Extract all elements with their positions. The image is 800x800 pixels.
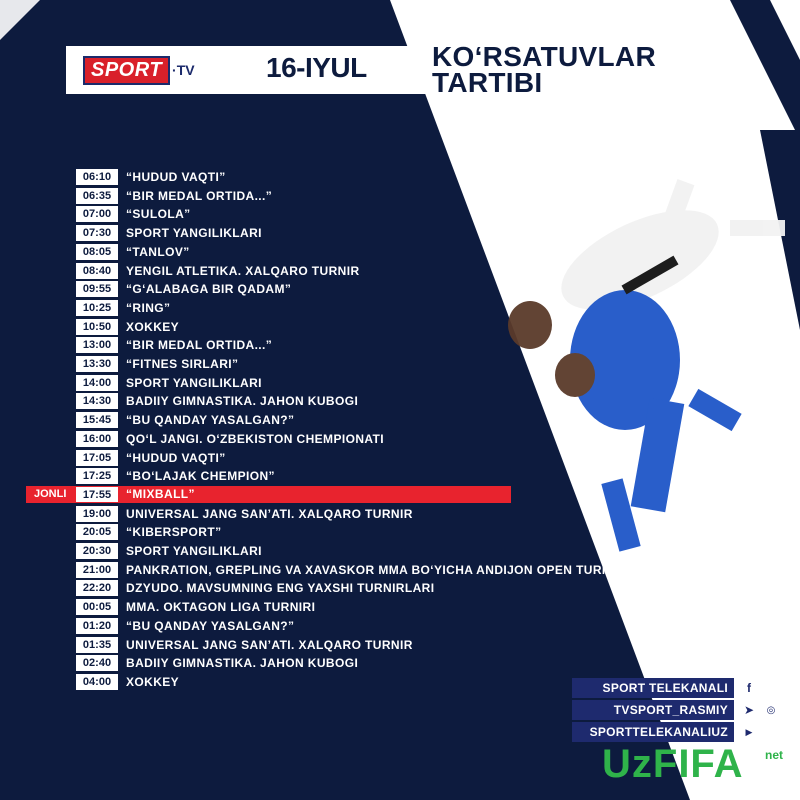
program-title: BADIIY GIMNASTIKA. JAHON KUBOGI: [126, 655, 359, 670]
time-slot: 08:40: [76, 263, 118, 279]
schedule-row: [76, 598, 315, 615]
program-title: “TANLOV”: [126, 244, 190, 259]
schedule-row: [76, 336, 272, 353]
time-slot: 21:00: [76, 562, 118, 578]
time-slot: 08:05: [76, 244, 118, 260]
program-title: “BU QANDAY YASALGAN?”: [126, 412, 295, 427]
social-telegram-label: TVSPORT_RASMIY: [613, 703, 728, 717]
social-youtube-label: SPORTTELEKANALIUZ: [589, 725, 728, 739]
time-slot: 07:30: [76, 225, 118, 241]
logo-suffix: ·TV: [172, 62, 195, 78]
schedule-row: [76, 355, 238, 372]
schedule-row: [76, 430, 384, 447]
time-slot: 10:50: [76, 319, 118, 335]
time-slot: 17:25: [76, 468, 118, 484]
program-title: “BIR MEDAL ORTIDA...”: [126, 337, 273, 352]
time-slot: 22:20: [76, 580, 118, 596]
logo-text: SPORT: [83, 56, 170, 85]
program-title: QO‘L JANGI. O‘ZBEKISTON CHEMPIONATI: [126, 431, 385, 446]
facebook-icon[interactable]: f: [740, 679, 758, 697]
title-line-1: KO‘RSATUVLAR: [432, 41, 656, 72]
program-title: “BIR MEDAL ORTIDA...”: [126, 188, 273, 203]
program-title: XOKKEY: [126, 674, 180, 689]
program-title: PANKRATION, GREPLING VA XAVASKOR MMA BO‘YICHA ANDIJON OPEN TURNIRI: [126, 562, 628, 577]
time-slot: 15:45: [76, 412, 118, 428]
schedule-row: [76, 205, 191, 222]
program-title: “HUDUD VAQTI”: [126, 450, 226, 465]
time-slot: 16:00: [76, 431, 118, 447]
time-slot: 01:35: [76, 637, 118, 653]
program-title: YENGIL ATLETIKA. XALQARO TURNIR: [126, 263, 360, 278]
schedule-row: [76, 542, 262, 559]
time-slot: 13:00: [76, 337, 118, 353]
program-title: “RING”: [126, 300, 171, 315]
schedule-row: [76, 392, 358, 409]
telegram-icon[interactable]: ➤: [740, 701, 758, 719]
time-slot: 14:00: [76, 375, 118, 391]
time-slot: 17:05: [76, 450, 118, 466]
time-slot: 09:55: [76, 281, 118, 297]
schedule-row: [76, 299, 170, 316]
program-title: UNIVERSAL JANG SAN’ATI. XALQARO TURNIR: [126, 506, 413, 521]
schedule-row: [76, 168, 226, 185]
time-slot: 13:30: [76, 356, 118, 372]
time-slot: 19:00: [76, 506, 118, 522]
social-telegram[interactable]: [572, 700, 734, 720]
time-slot: 00:05: [76, 599, 118, 615]
watermark-suffix: net: [765, 748, 783, 762]
program-title: “BO‘LAJAK CHEMPION”: [126, 468, 275, 483]
program-title: “KIBERSPORT”: [126, 524, 222, 539]
live-badge: JONLI: [34, 488, 67, 500]
program-title: SPORT YANGILIKLARI: [126, 375, 262, 390]
schedule-row: [76, 523, 221, 540]
social-facebook-label: SPORT TELEKANALI: [602, 681, 728, 695]
sport-tv-logo: [83, 56, 195, 84]
program-title: “FITNES SIRLARI”: [126, 356, 239, 371]
instagram-icon[interactable]: ◎: [762, 701, 780, 719]
time-slot: 06:10: [76, 169, 118, 185]
schedule-row: [76, 262, 360, 279]
time-slot: 06:35: [76, 188, 118, 204]
program-title: “BU QANDAY YASALGAN?”: [126, 618, 295, 633]
schedule-row: [76, 374, 262, 391]
schedule-row: [76, 187, 272, 204]
program-title: SPORT YANGILIKLARI: [126, 543, 262, 558]
time-slot: 14:30: [76, 393, 118, 409]
schedule-row: [76, 411, 294, 428]
schedule-row: [76, 561, 628, 578]
time-slot: 10:25: [76, 300, 118, 316]
program-title: XOKKEY: [126, 319, 180, 334]
program-title: DZYUDO. MAVSUMNING ENG YAXSHI TURNIRLARI: [126, 580, 435, 595]
program-title: “G‘ALABAGA BIR QADAM”: [126, 281, 292, 296]
time-slot: 01:20: [76, 618, 118, 634]
program-title: BADIIY GIMNASTIKA. JAHON KUBOGI: [126, 393, 359, 408]
social-facebook[interactable]: [572, 678, 734, 698]
schedule-row: [76, 467, 275, 484]
time-slot: 20:30: [76, 543, 118, 559]
schedule-row: [76, 505, 413, 522]
schedule-row: [76, 617, 294, 634]
program-title: UNIVERSAL JANG SAN’ATI. XALQARO TURNIR: [126, 637, 413, 652]
live-program-title: “MIXBALL”: [126, 487, 195, 501]
program-title: SPORT YANGILIKLARI: [126, 225, 262, 240]
live-time-slot: 17:55: [76, 487, 118, 502]
time-slot: 04:00: [76, 674, 118, 690]
social-youtube[interactable]: [572, 722, 734, 742]
time-slot: 07:00: [76, 206, 118, 222]
program-title: “HUDUD VAQTI”: [126, 169, 226, 184]
time-slot: 20:05: [76, 524, 118, 540]
schedule-row: [76, 318, 179, 335]
schedule-row: [76, 243, 190, 260]
program-title: MMA. OKTAGON LIGA TURNIRI: [126, 599, 316, 614]
schedule-row: [76, 449, 226, 466]
time-slot: 02:40: [76, 655, 118, 671]
schedule-row: [76, 224, 262, 241]
schedule-row: [76, 579, 434, 596]
program-title: “SULOLA”: [126, 206, 191, 221]
watermark-logo: UzFIFA: [602, 742, 744, 786]
schedule-row: [76, 673, 179, 690]
youtube-icon[interactable]: ▶: [739, 725, 759, 739]
title-line-2: TARTIBI: [432, 67, 543, 98]
page-title: [432, 41, 656, 98]
schedule-row: [76, 636, 413, 653]
broadcast-date: 16-IYUL: [266, 52, 367, 83]
schedule-row: [76, 654, 358, 671]
schedule-row: [76, 280, 291, 297]
